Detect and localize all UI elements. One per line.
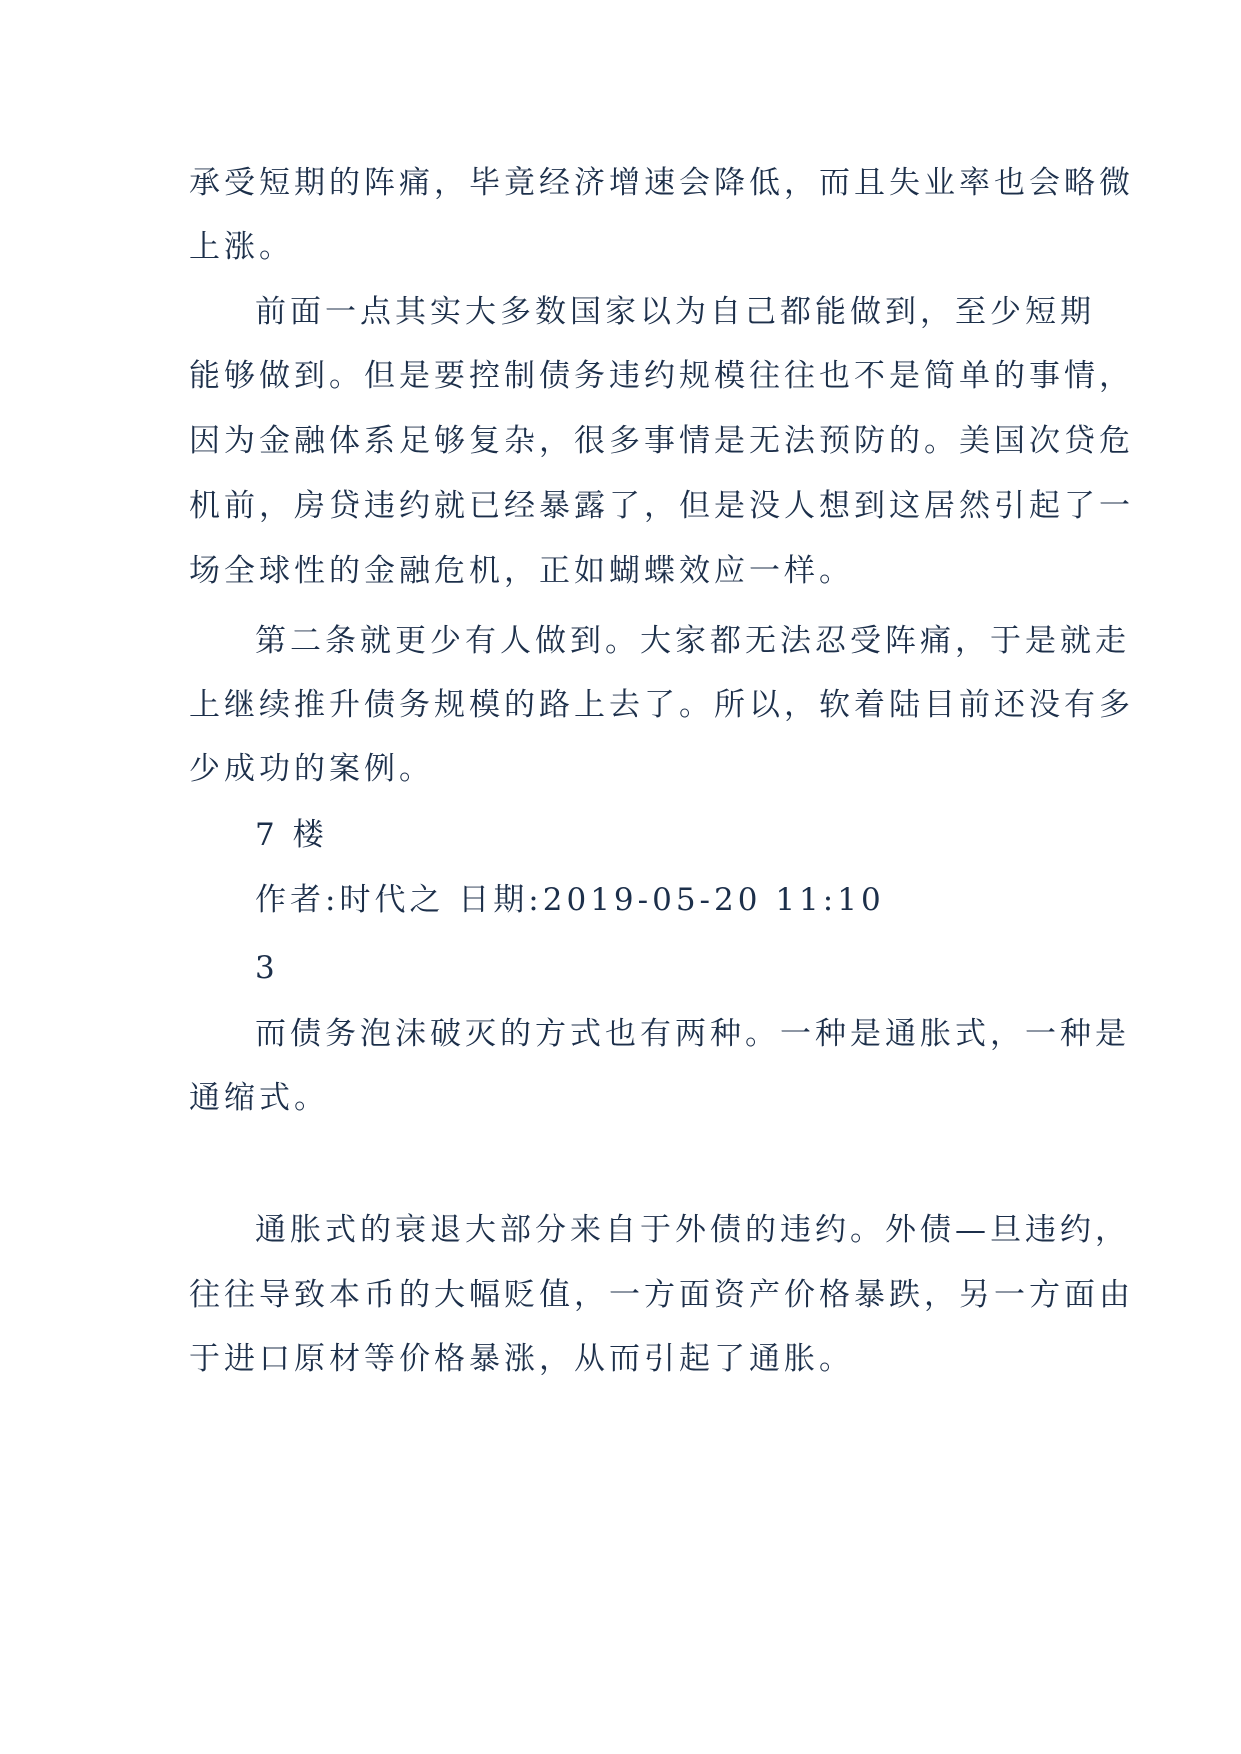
text-line: 承受短期的阵痛，毕竟经济增速会降低，而且失业率也会略微	[189, 165, 1134, 201]
post-meta: 作者:时代之 日期:2019-05-20 11:10	[255, 882, 885, 918]
text-line: 往往导致本币的大幅贬值，一方面资产价格暴跌，另一方面由	[189, 1277, 1134, 1313]
floor-label: 7 楼	[255, 817, 328, 853]
section-number: 3	[255, 950, 279, 986]
text-line: 因为金融体系足够复杂，很多事情是无法预防的。美国次贷危	[189, 423, 1134, 459]
text-line: 第二条就更少有人做到。大家都无法忍受阵痛，于是就走	[255, 623, 1130, 659]
text-line: 通胀式的衰退大部分来自于外债的违约。外债—旦违约，	[255, 1212, 1130, 1248]
text-line: 上涨。	[189, 229, 294, 265]
text-line: 前面一点其实大多数国家以为自己都能做到，至少短期	[255, 294, 1095, 330]
text-line: 于进口原材等价格暴涨，从而引起了通胀。	[189, 1341, 854, 1377]
text-line: 场全球性的金融危机，正如蝴蝶效应一样。	[189, 553, 854, 589]
text-line: 上继续推升债务规模的路上去了。所以，软着陆目前还没有多	[189, 687, 1134, 723]
text-line: 而债务泡沫破灭的方式也有两种。一种是通胀式，一种是	[255, 1016, 1130, 1052]
text-line: 通缩式。	[189, 1080, 329, 1116]
text-line: 能够做到。但是要控制债务违约规模往往也不是简单的事情，	[189, 358, 1134, 394]
text-line: 少成功的案例。	[189, 751, 434, 787]
text-line: 机前，房贷违约就已经暴露了，但是没人想到这居然引起了一	[189, 488, 1134, 524]
